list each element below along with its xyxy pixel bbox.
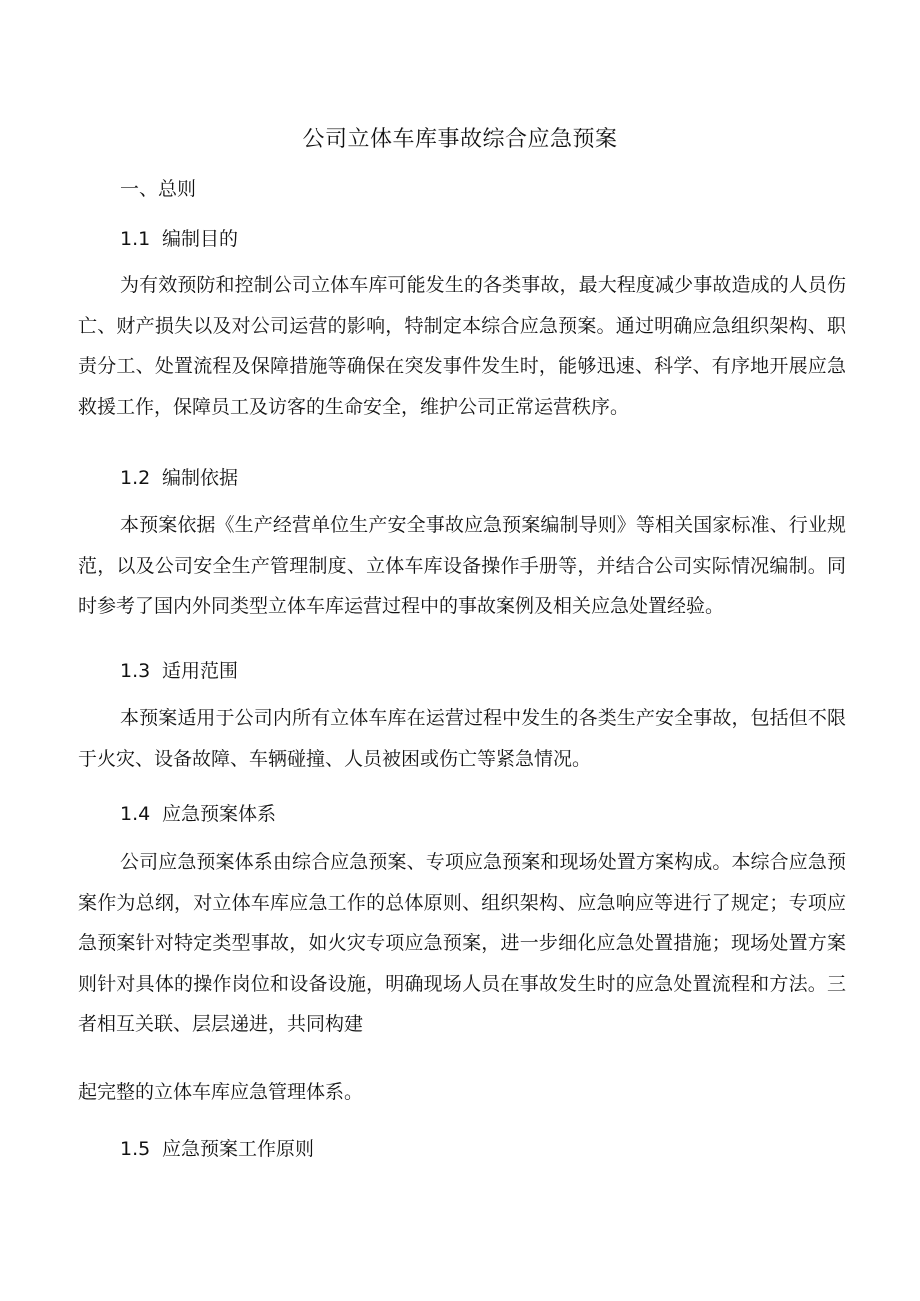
- subsection-heading-1-5: [120, 1135, 314, 1163]
- subsection-number: 1.4: [120, 803, 151, 825]
- paragraph-scope: 本预案适用于公司内所有立体车库在运营过程中发生的各类生产安全事故，包括但不限于火灾、设备故障、车辆碰撞、人员被困或伤亡等紧急情况。: [78, 707, 846, 770]
- subsection-heading-1-4: [120, 800, 276, 828]
- subsection-title: 应急预案体系: [162, 803, 277, 825]
- subsection-number: 1.5: [120, 1138, 151, 1160]
- subsection-number: 1.2: [120, 467, 151, 489]
- paragraph-system-continuation: 起完整的立体车库应急管理体系。: [78, 1081, 364, 1103]
- subsection-number: 1.3: [120, 660, 151, 682]
- subsection-heading-1-1: [120, 225, 238, 253]
- subsection-title: 应急预案工作原则: [162, 1138, 315, 1160]
- subsection-number: 1.1: [120, 228, 151, 250]
- subsection-title: 编制依据: [162, 467, 239, 489]
- paragraph-purpose: 为有效预防和控制公司立体车库可能发生的各类事故，最大程度减少事故造成的人员伤亡、财产损失以及对公司运营的影响，特制定本综合应急预案。通过明确应急组织架构、职责分工、处置流程及保障措施等确保在突发事件发生时，能够迅速、科学、有序地开展应急救援工作，保障员工及访客的生命安全，维护公司正常运营秩序。: [78, 274, 846, 418]
- paragraph-basis: 本预案依据《生产经营单位生产安全事故应急预案编制导则》等相关国家标准、行业规范，以及公司安全生产管理制度、立体车库设备操作手册等，并结合公司实际情况编制。同时参考了国内外同类型立体车库运营过程中的事故案例及相关应急处置经验。: [78, 514, 846, 617]
- subsection-title: 编制目的: [162, 228, 239, 250]
- subsection-heading-1-3: [120, 657, 238, 685]
- subsection-title: 适用范围: [162, 660, 239, 682]
- document-title: 公司立体车库事故综合应急预案: [302, 127, 618, 152]
- section-heading-general: 一、总则: [120, 178, 197, 200]
- subsection-heading-1-2: [120, 464, 238, 492]
- paragraph-system: 公司应急预案体系由综合应急预案、专项应急预案和现场处置方案构成。本综合应急预案作为总纲，对立体车库应急工作的总体原则、组织架构、应急响应等进行了规定；专项应急预案针对特定类型事故，如火灾专项应急预案，进一步细化应急处置措施；现场处置方案则针对具体的操作岗位和设备设施，明确现场人员在事故发生时的应急处置流程和方法。三者相互关联、层层递进，共同构建: [78, 851, 846, 1035]
